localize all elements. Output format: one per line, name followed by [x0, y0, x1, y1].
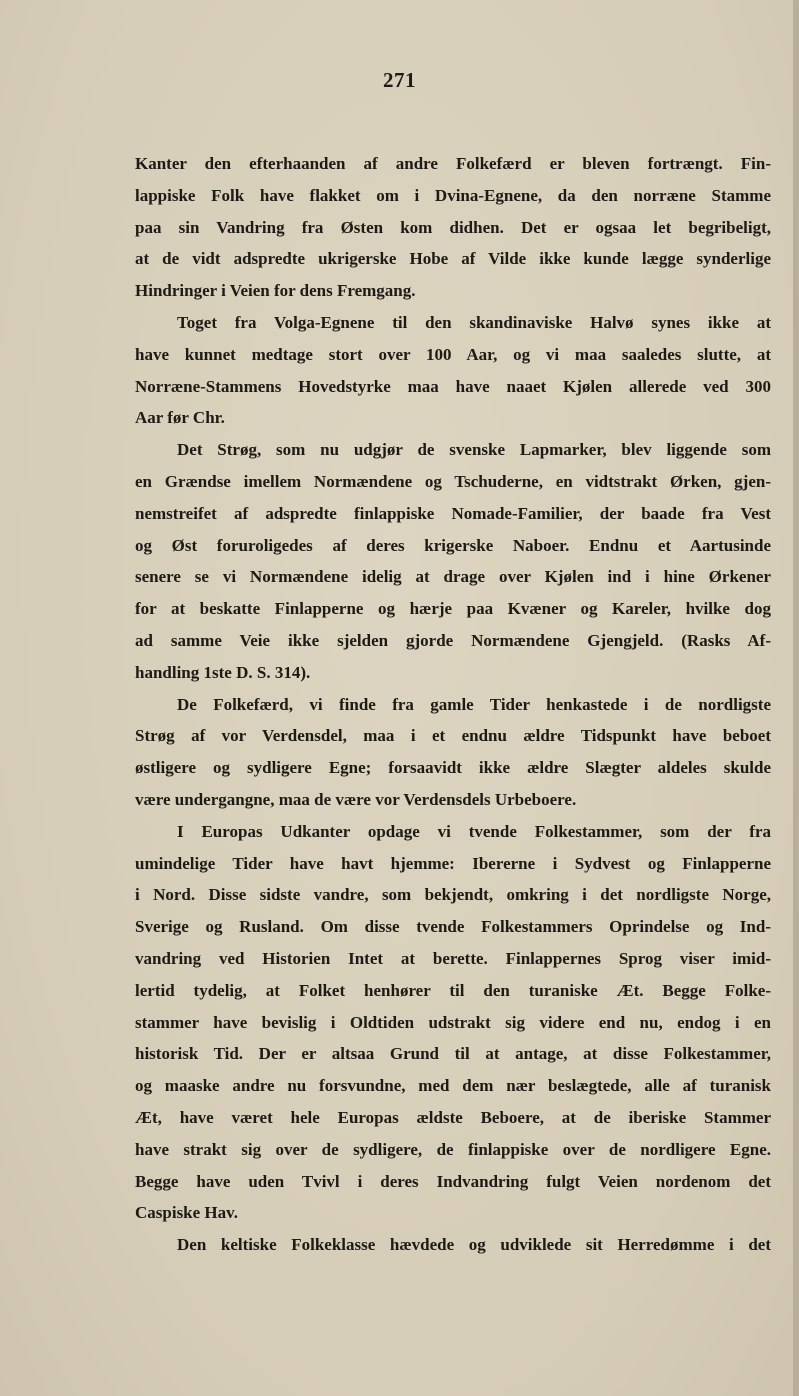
text-line: lappiske Folk have flakket om i Dvina-Egnene, da den norræne Stamme [135, 185, 771, 205]
text-line: Den keltiske Folkeklasse hævdede og udviklede sit Herredømme i det [177, 1235, 771, 1255]
text-line: nemstreifet af adspredte finlappiske Nomade-Familier, der baade fra Vest [135, 503, 771, 523]
text-line: Aar før Chr. [135, 408, 225, 428]
text-line: for at beskatte Finlapperne og hærje paa Kvæner og Kareler, hvilke dog [135, 599, 771, 619]
text-line: have kunnet medtage stort over 100 Aar, og vi maa saaledes slutte, at [135, 344, 771, 364]
text-line: Toget fra Volga-Egnene til den skandinaviske Halvø synes ikke at [177, 312, 771, 332]
text-line: Caspiske Hav. [135, 1203, 238, 1223]
text-line: og maaske andre nu forsvundne, med dem nær beslægtede, alle af turanisk [135, 1076, 771, 1096]
text-line: Strøg af vor Verdensdel, maa i et endnu ældre Tidspunkt have beboet [135, 726, 771, 746]
text-line: historisk Tid. Der er altsaa Grund til at antage, at disse Folkestammer, [135, 1044, 771, 1064]
text-line: vandring ved Historien Intet at berette. Finlappernes Sprog viser imid- [135, 948, 771, 968]
text-line: stammer have bevislig i Oldtiden udstrakt sig videre end nu, endog i en [135, 1012, 771, 1032]
text-line: østligere og sydligere Egne; forsaavidt ikke ældre Slægter aldeles skulde [135, 758, 771, 778]
text-line: at de vidt adspredte ukrigerske Hobe af Vilde ikke kunde lægge synderlige [135, 249, 771, 269]
text-line: Norræne-Stammens Hovedstyrke maa have naaet Kjølen allerede ved 300 [135, 376, 771, 396]
text-line: en Grændse imellem Normændene og Tschuderne, en vidtstrakt Ørken, gjen- [135, 471, 771, 491]
text-line: De Folkefærd, vi finde fra gamle Tider henkastede i de nordligste [177, 694, 771, 714]
text-line: og Øst foruroligedes af deres krigerske Naboer. Endnu et Aartusinde [135, 535, 771, 555]
text-line: være undergangne, maa de være vor Verdensdels Urbeboere. [135, 789, 577, 809]
text-line: i Nord. Disse sidste vandre, som bekjendt, omkring i det nordligste Norge, [135, 885, 771, 905]
text-line: lertid tydelig, at Folket henhører til den turaniske Æt. Begge Folke- [135, 980, 771, 1000]
page-edge [793, 0, 799, 1396]
text-line: have strakt sig over de sydligere, de finlappiske over de nordligere Egne. [135, 1139, 771, 1159]
text-line: senere se vi Normændene idelig at drage over Kjølen ind i hine Ørkener [135, 567, 771, 587]
text-line: Kanter den efterhaanden af andre Folkefærd er bleven fortrængt. Fin- [135, 154, 771, 173]
text-line: ad samme Veie ikke sjelden gjorde Normændene Gjengjeld. (Rasks Af- [135, 630, 771, 650]
text-line: umindelige Tider have havt hjemme: Ibererne i Sydvest og Finlapperne [135, 853, 771, 873]
text-line: I Europas Udkanter opdage vi tvende Folkestammer, som der fra [177, 821, 771, 841]
text-line: paa sin Vandring fra Østen kom didhen. Det er ogsaa let begribeligt, [135, 217, 771, 237]
page-number: 271 [383, 68, 416, 92]
text-line: Sverige og Rusland. Om disse tvende Folkestammers Oprindelse og Ind- [135, 917, 771, 937]
text-line: Hindringer i Veien for dens Fremgang. [135, 281, 416, 301]
text-line: Begge have uden Tvivl i deres Indvandring fulgt Veien nordenom det [135, 1171, 771, 1191]
body-text [135, 148, 771, 1261]
text-line: handling 1ste D. S. 314). [135, 662, 311, 682]
text-line: Æt, have været hele Europas ældste Beboere, at de iberiske Stammer [135, 1107, 771, 1127]
text-line: Det Strøg, som nu udgjør de svenske Lapmarker, blev liggende som [177, 440, 771, 460]
